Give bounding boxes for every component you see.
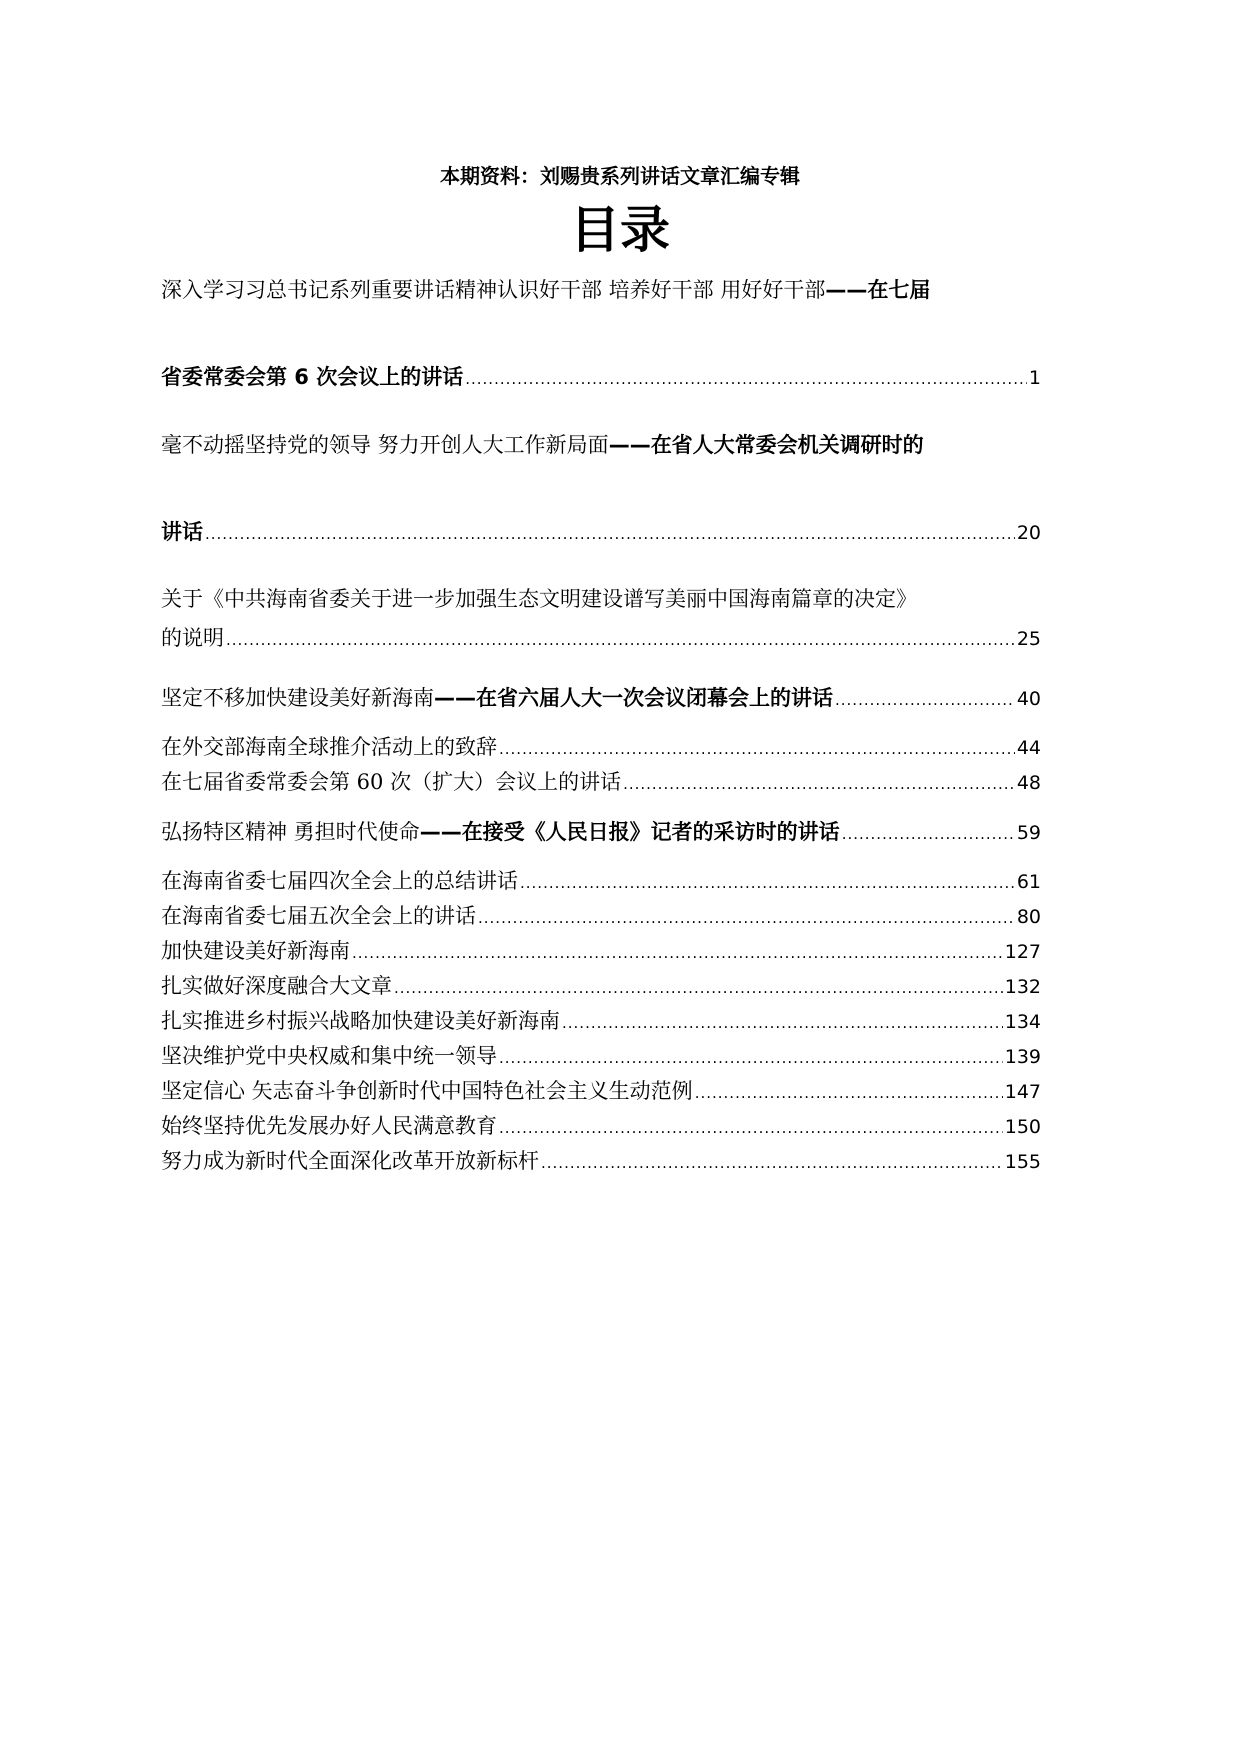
toc-entry[interactable] [161,270,1041,399]
toc-entry[interactable] [161,1145,1041,1180]
toc-page-number: 127 [1004,941,1041,963]
toc-page-number: 25 [1016,628,1041,650]
toc-page-number: 150 [1004,1116,1041,1138]
toc-entry-title: 弘扬特区精神 勇担时代使命——在接受《人民日报》记者的采访时的讲话 [161,820,840,844]
dot-leader [842,813,1015,855]
toc-page-number: 44 [1016,737,1041,759]
toc-page-number: 139 [1004,1046,1041,1068]
toc-entry[interactable] [161,677,1041,721]
toc-page-number: 48 [1016,772,1041,794]
toc-page-number: 20 [1016,522,1041,544]
dot-leader [623,768,1015,801]
dot-leader [205,514,1015,554]
toc-page-number: 40 [1016,688,1041,710]
toc-page-number: 1 [1028,367,1041,389]
toc-page-number: 155 [1004,1151,1041,1173]
toc-page-number: 59 [1016,822,1041,844]
dot-leader [499,1112,1003,1145]
toc-page-number: 80 [1016,906,1041,928]
dot-leader [478,902,1015,935]
toc-entry-title: 在海南省委七届五次全会上的讲话 [161,904,476,928]
toc-entry[interactable] [161,970,1041,1005]
toc-entry-subtitle: ——在省六届人大一次会议闭幕会上的讲话 [434,686,833,710]
page-title: 目录 [570,201,670,259]
dot-leader [499,733,1015,766]
toc-entry-title-continued: 省委常委会第 6 次会议上的讲话 [161,365,464,389]
toc-entry-title: 在外交部海南全球推介活动上的致辞 [161,735,497,759]
dot-leader [226,621,1015,660]
table-of-contents [161,270,1041,1180]
toc-entry[interactable] [161,811,1041,855]
dot-leader [562,1007,1003,1040]
toc-entry-subtitle: ——在七届 [825,278,931,302]
toc-page-number: 134 [1004,1011,1041,1033]
toc-entry-title: 坚定信心 矢志奋斗争创新时代中国特色社会主义生动范例 [161,1079,693,1103]
toc-entry-title: 在七届省委常委会第 60 次（扩大）会议上的讲话 [161,770,622,794]
toc-entry[interactable] [161,425,1041,554]
dot-leader [520,867,1015,900]
toc-entry-title-continued: 讲话 [161,520,203,544]
toc-entry-subtitle: ——在省人大常委会机关调研时的 [608,433,924,457]
toc-entry[interactable] [161,766,1041,801]
toc-entry[interactable] [161,1110,1041,1145]
toc-entry-title: 在海南省委七届四次全会上的总结讲话 [161,869,518,893]
dot-leader [352,937,1003,970]
toc-page-number: 132 [1004,976,1041,998]
dot-leader [835,679,1015,721]
dot-leader [695,1077,1003,1110]
toc-entry[interactable] [161,900,1041,935]
toc-entry-title: 扎实做好深度融合大文章 [161,974,392,998]
toc-entry[interactable] [161,935,1041,970]
toc-entry-subtitle: ——在接受《人民日报》记者的采访时的讲话 [419,820,840,844]
toc-entry-title: 始终坚持优先发展办好人民满意教育 [161,1114,497,1138]
collection-subtitle: 本期资料：刘赐贵系列讲话文章汇编专辑 [440,164,800,188]
toc-entry-title: 毫不动摇坚持党的领导 努力开创人大工作新局面 [161,433,609,457]
dot-leader [541,1147,1003,1180]
toc-entry-title: 努力成为新时代全面深化改革开放新标杆 [161,1149,539,1173]
toc-entry[interactable] [161,580,1041,660]
dot-leader [394,972,1003,1005]
toc-entry-title-continued: 的说明 [161,626,224,650]
toc-entry-title: 关于《中共海南省委关于进一步加强生态文明建设谱写美丽中国海南篇章的决定》 [161,587,917,611]
toc-entry-title: 坚定不移加快建设美好新海南——在省六届人大一次会议闭幕会上的讲话 [161,686,833,710]
toc-entry-title: 扎实推进乡村振兴战略加快建设美好新海南 [161,1009,560,1033]
dot-leader [465,359,1027,399]
toc-page-number: 147 [1004,1081,1041,1103]
toc-entry[interactable] [161,1040,1041,1075]
toc-entry[interactable] [161,1005,1041,1040]
toc-entry-title: 坚决维护党中央权威和集中统一领导 [161,1044,497,1068]
toc-entry-title: 加快建设美好新海南 [161,939,350,963]
toc-entry[interactable] [161,865,1041,900]
dot-leader [499,1042,1003,1075]
toc-page-number: 61 [1016,871,1041,893]
toc-entry-title: 深入学习习总书记系列重要讲话精神认识好干部 培养好干部 用好好干部 [161,278,826,302]
toc-entry[interactable] [161,731,1041,766]
toc-entry[interactable] [161,1075,1041,1110]
